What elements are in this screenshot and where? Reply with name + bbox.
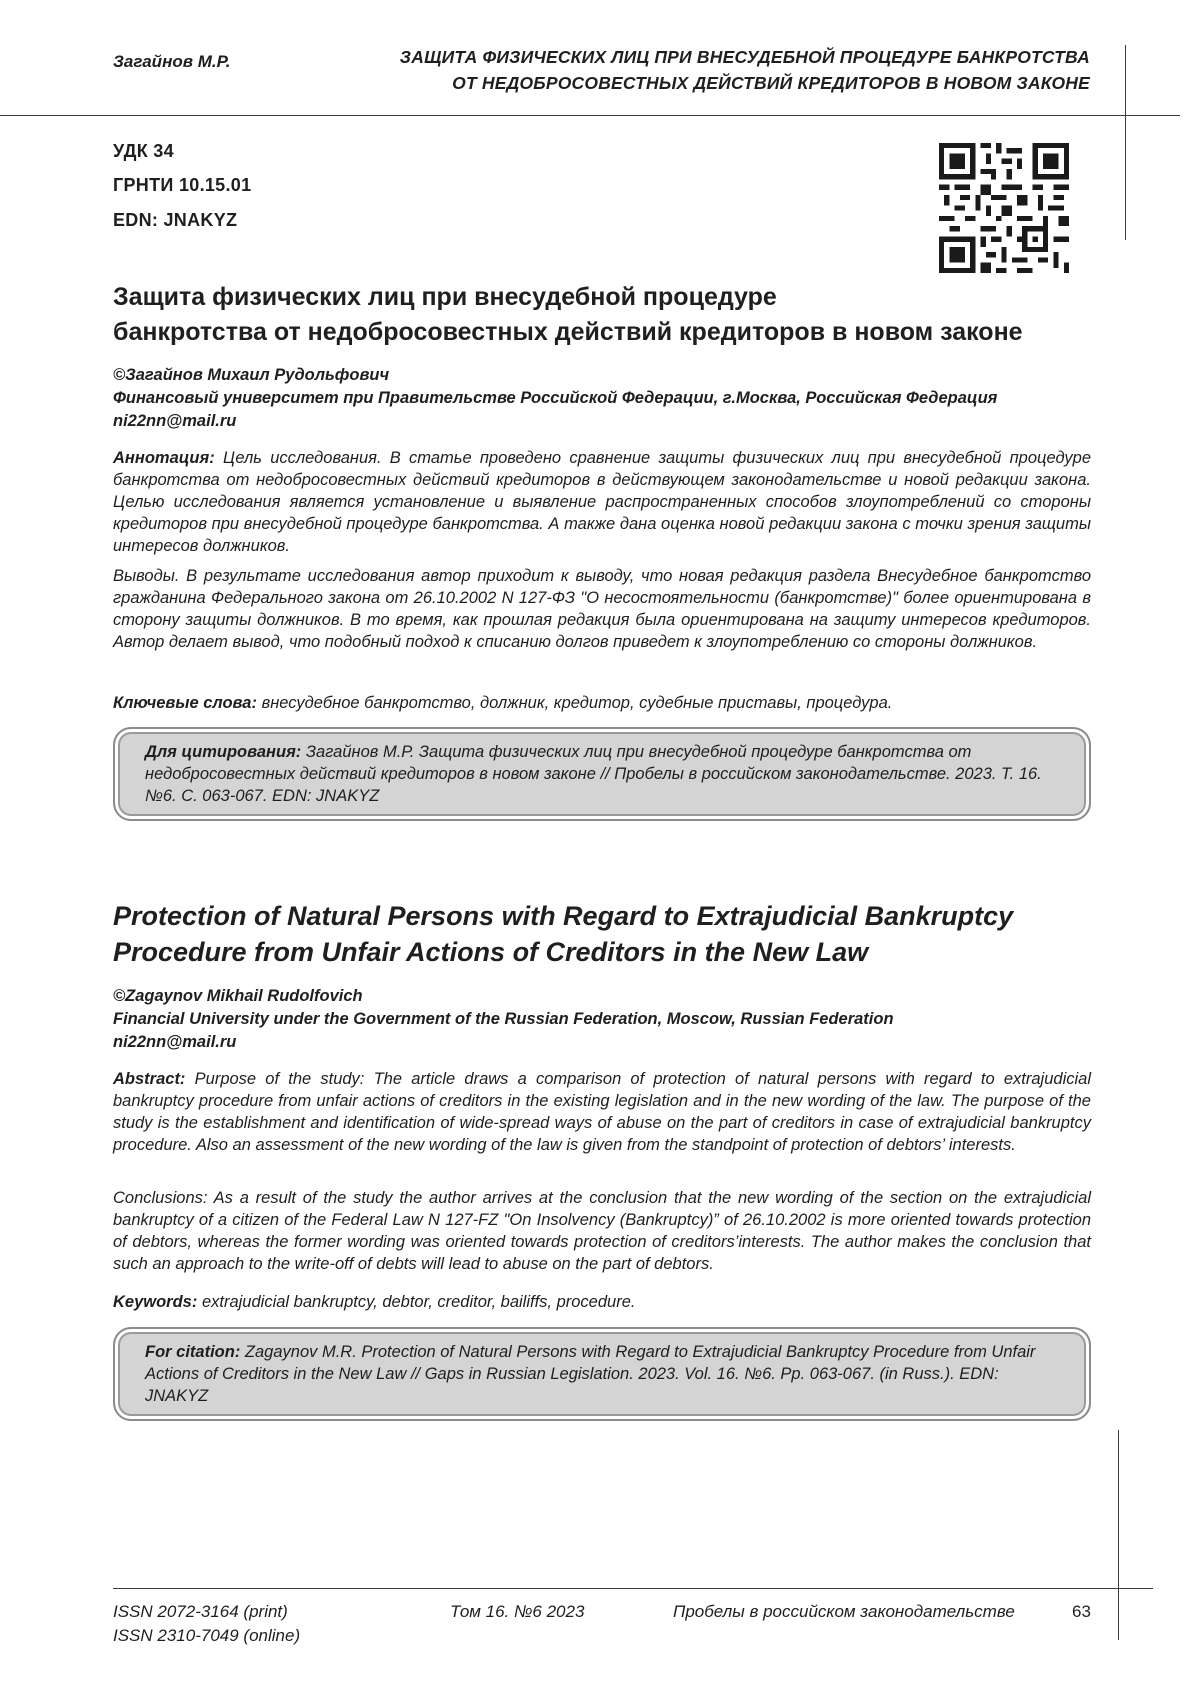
abstract-text-en: Purpose of the study: The article draws a comparison of protection of natural persons with regard to extrajudicial bankruptcy procedure from unfair actions of creditors in the existing legislation and in the new wording of the law. The purpose of the study is the establishment and identification of wide-spread ways of abuse on the part of creditors in case of extrajudicial bankruptcy procedure. Also an assessment of the new wording of the law is given from the standpoint of protection of debtors’ interests.: [113, 1070, 1091, 1154]
article-title-en: [113, 898, 1103, 970]
citation-text-en: Zagaynov M.R. Protection of Natural Persons with Regard to Extrajudicial Bankruptcy Procedure from Unfair Actions of Creditors in the New Law // Gaps in Russian Legislation. 2023. Vol. 16. №6. Pp. 063-067. (in Russ.). EDN: JNAKYZ: [145, 1343, 1035, 1405]
author-affiliation-en: Financial University under the Government of the Russian Federation, Moscow, Russian Federation: [113, 1008, 1103, 1031]
author-block-ru: [113, 364, 1103, 433]
page-number: 63: [1072, 1600, 1091, 1624]
keywords-text-en: extrajudicial bankruptcy, debtor, creditor, bailiffs, procedure.: [202, 1293, 636, 1311]
running-head-author: Загайнов М.Р.: [113, 52, 231, 72]
author-affiliation-ru: Финансовый университет при Правительстве Российской Федерации, г.Москва, Российская Федерация: [113, 387, 1103, 410]
keywords-label-en: Keywords:: [113, 1293, 197, 1311]
footer-volume: Том 16. №6 2023: [450, 1600, 584, 1624]
issn-print: ISSN 2072-3164 (print): [113, 1600, 300, 1624]
conclusions-ru: Выводы. В результате исследования автор приходит к выводу, что новая редакция раздела Внесудебное банкротство гражданина Федерального закона от 26.10.2002 N 127-ФЗ "О несостоятельности (банкротстве)" более ориентирована в сторону защиты должников. В то время, как прошлая редакция была ориентирована на защиту интересов кредиторов. Автор делает вывод, что подобный подход к списанию долгов приведет к злоупотреблению со стороны должников.: [113, 565, 1091, 653]
keywords-ru: [113, 692, 1091, 714]
conclusions-en: Conclusions: As a result of the study the author arrives at the conclusion that the new wording of the section on the extrajudicial bankruptcy of a citizen of the Federal Law N 127-FZ "On Insolvency (Bankruptcy)” of 26.10.2002 is more oriented towards protection of debtors, whereas the former wording was oriented towards protection of creditors’interests. The author makes the conclusion that such an approach to the write-off of debts will lead to abuse on the part of debtors.: [113, 1187, 1091, 1275]
article-title-ru: [113, 280, 1093, 350]
grnti-code: ГРНТИ 10.15.01: [113, 175, 251, 196]
author-email-ru: ni22nn@mail.ru: [113, 410, 1103, 433]
keywords-text-ru: внесудебное банкротство, должник, кредитор, судебные приставы, процедура.: [262, 694, 893, 712]
abstract-en: [113, 1068, 1091, 1156]
header-rule-right: [1020, 115, 1180, 116]
footer-journal: Пробелы в российском законодательстве: [673, 1600, 1015, 1624]
article-title-en-line2: Procedure from Unfair Actions of Creditors in the New Law: [113, 934, 1103, 970]
abstract-label-en: Abstract:: [113, 1070, 185, 1088]
citation-box-en: [113, 1327, 1091, 1421]
citation-label-ru: Для цитирования:: [145, 743, 301, 761]
article-title-ru-line2: банкротства от недобросовестных действий кредиторов в новом законе: [113, 315, 1093, 350]
article-title-en-line1: Protection of Natural Persons with Regard to Extrajudicial Bankruptcy: [113, 898, 1103, 934]
author-name-ru: ©Загайнов Михаил Рудольфович: [113, 364, 1103, 387]
footer-rule: [113, 1588, 1153, 1589]
qr-code-icon: [939, 143, 1069, 273]
citation-box-ru: [113, 727, 1091, 821]
running-head-title-line2: ОТ НЕДОБРОСОВЕСТНЫХ ДЕЙСТВИЙ КРЕДИТОРОВ В НОВОМ ЗАКОНЕ: [400, 70, 1090, 96]
running-head-title-line1: ЗАЩИТА ФИЗИЧЕСКИХ ЛИЦ ПРИ ВНЕСУДЕБНОЙ ПРОЦЕДУРЕ БАНКРОТСТВА: [400, 44, 1090, 70]
article-title-ru-line1: Защита физических лиц при внесудебной процедуре: [113, 280, 1093, 315]
running-head-title: [400, 44, 1090, 96]
edn-code: EDN: JNAKYZ: [113, 210, 237, 231]
citation-text-ru: Загайнов М.Р. Защита физических лиц при внесудебной процедуре банкротства от недобросовестных действий кредиторов в новом законе // Пробелы в российском законодательстве. 2023. Т. 16. №6. С. 063-067. EDN: JNAKYZ: [145, 743, 1042, 805]
abstract-ru: [113, 447, 1091, 557]
header-vertical-rule: [1125, 45, 1126, 240]
author-name-en: ©Zagaynov Mikhail Rudolfovich: [113, 985, 1103, 1008]
header-rule-left: [0, 115, 1020, 116]
issn-block: [113, 1600, 300, 1648]
author-email-en: ni22nn@mail.ru: [113, 1031, 1103, 1054]
issn-online: ISSN 2310-7049 (online): [113, 1624, 300, 1648]
footer-vertical-rule: [1118, 1430, 1119, 1640]
abstract-label-ru: Аннотация:: [113, 449, 215, 467]
citation-label-en: For citation:: [145, 1343, 240, 1361]
author-block-en: [113, 985, 1103, 1054]
keywords-en: [113, 1291, 1091, 1313]
udk-code: УДК 34: [113, 141, 174, 162]
keywords-label-ru: Ключевые слова:: [113, 694, 257, 712]
abstract-text-ru: Цель исследования. В статье проведено сравнение защиты физических лиц при внесудебной процедуре банкротства от недобросовестных действий кредиторов в действующем законодательстве и новой редакции закона. Целью исследования является установление и выявление распространенных способов злоупотреблений со стороны кредиторов при внесудебной процедуре банкротства. А также дана оценка новой редакции закона с точки зрения защиты интересов должников.: [113, 449, 1091, 555]
